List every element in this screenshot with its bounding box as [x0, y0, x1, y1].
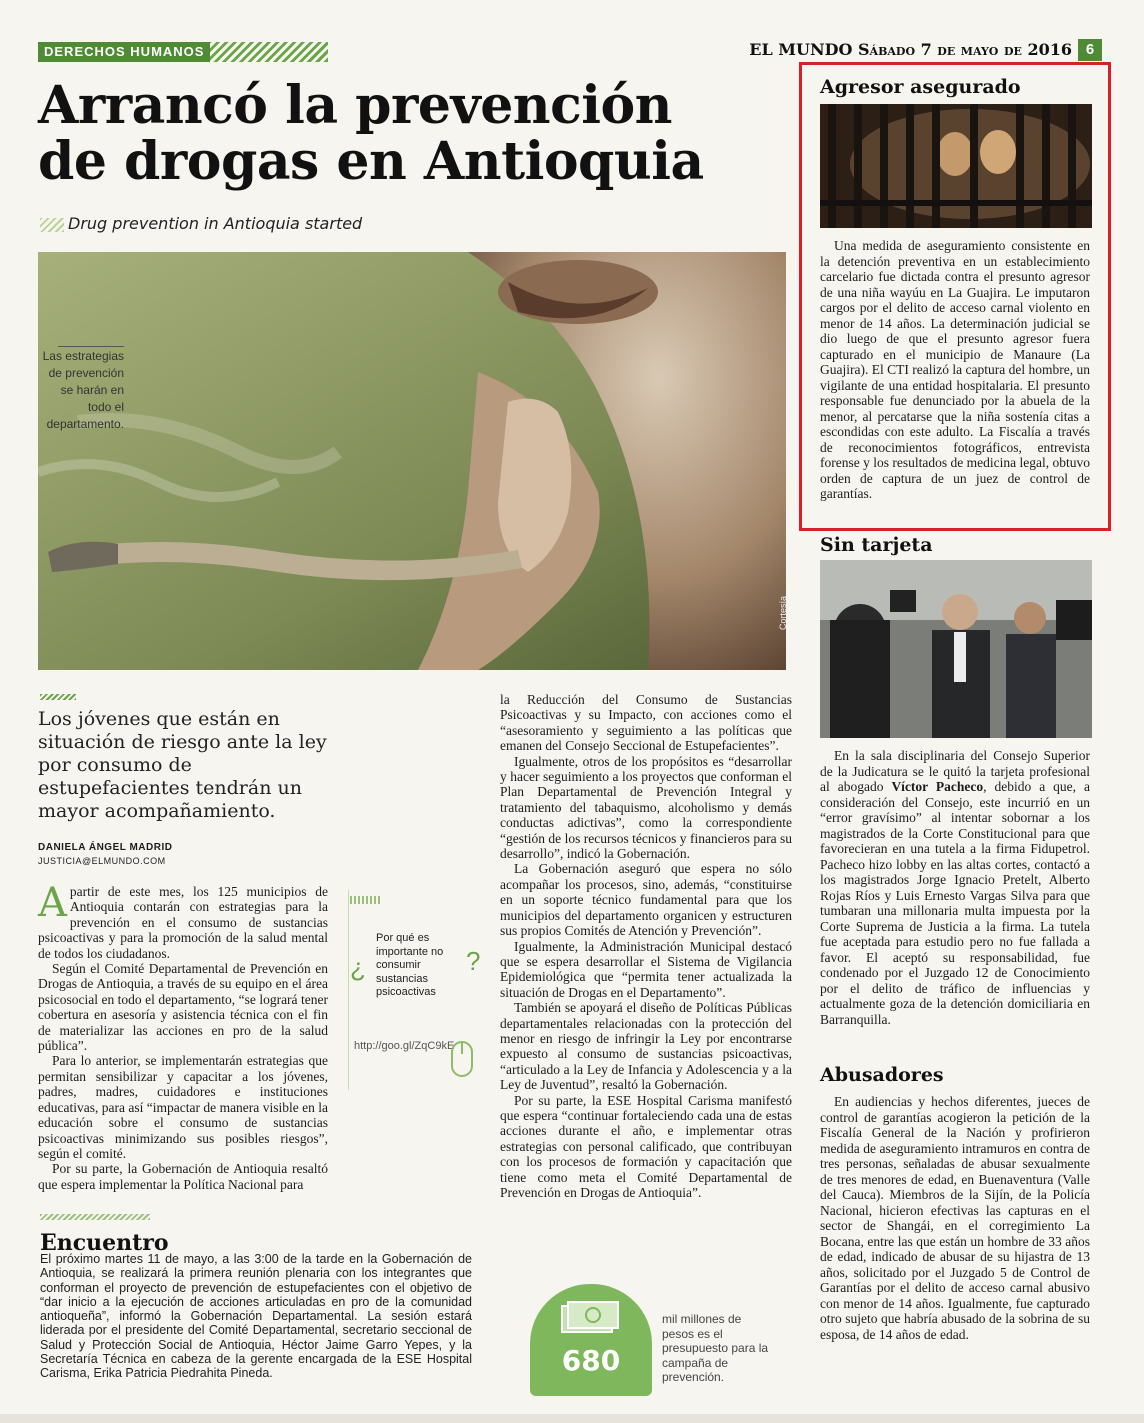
- headline-line-2: de drogas en Antioquia: [38, 131, 704, 192]
- budget-number: 680: [561, 1344, 621, 1377]
- headline: [38, 75, 738, 192]
- press-photo: [820, 560, 1092, 738]
- lawyer-press-illustration: [820, 560, 1092, 738]
- budget-text: mil millones de pesos es el presupuesto para la campaña de prevención.: [662, 1312, 769, 1385]
- box3-body: [820, 1094, 1090, 1342]
- issue-date: Sábado 7 de mayo de 2016: [857, 40, 1072, 59]
- question-close-icon: ?: [466, 946, 481, 976]
- smoker-illustration: [38, 252, 786, 670]
- lawyer-name: Víctor Pacheco: [891, 779, 984, 794]
- headline-line-1: Arrancó la prevención: [38, 75, 672, 136]
- english-subhead: Drug prevention in Antioquia started: [68, 214, 363, 233]
- photo-caption: Las estrategias de prevención se harán en todo el departamento.: [42, 349, 124, 431]
- article-column-1: [38, 880, 328, 1192]
- paragraph: Apartir de este mes, los 125 municipios de Antioquia contarán con estrategias para la prevención en el consumo de sustancias psicoactivas y para la promoción de la salud mental de todos los ciudadanos.: [38, 880, 328, 961]
- paragraph: También se apoyará el diseño de Políticas Públicas departamentales relacionadas con la protección del menor en riesgo de infringir la Ley por encontrarse expuesto al consumo de sustancias psicoactivas, “articulado a la Ley de Infancia y Adolescencia y a la Ley de Juventud”, resaltó la Gobernación.: [500, 1000, 792, 1093]
- subhead-decoration: [40, 218, 64, 232]
- byline-email: JUSTICIA@ELMUNDO.COM: [38, 856, 166, 866]
- byline-author: DANIELA ÁNGEL MADRID: [38, 842, 173, 853]
- encuentro-title: Encuentro: [40, 1230, 169, 1256]
- box2-title: Sin tarjeta: [820, 534, 933, 556]
- page-number: 6: [1078, 39, 1102, 61]
- money-icon: [556, 1298, 626, 1340]
- sidebar-decoration: [350, 896, 380, 904]
- section-label: DERECHOS HUMANOS: [38, 42, 210, 62]
- paragraph: En audiencias y hechos diferentes, jueces de control de garantías acogieron la petición de la Fiscalía General de la Nación y profirieron medida de aseguramiento intramuros en contra de tres personas, señaladas de abusar sexualmente de tres menores de edad, en Buenaventura (Valle del Cauca). Miembros de la Sijín, de la Policía Nacional, hicieron efectivas las capturas en el sector de Shangái, en el corregimiento La Bocana, entre las que están un hombre de 33 años de edad, indicado de abusar de su hijastra de 13 años, solicitado por el Juzgado 5 de Control de Garantías por el delito de acceso carnal abusivo con menor de 14 años. Igualmente, fue capturado otro sujeto que habría abusado de la sobrina de su esposa, de 14 años de edad.: [820, 1094, 1090, 1342]
- jail-photo: [820, 104, 1092, 228]
- section-tag: [38, 42, 328, 62]
- box1-title: Agresor asegurado: [820, 76, 1021, 98]
- paragraph: Por su parte, la ESE Hospital Carisma manifestó que espera “continuar fortaleciendo cada una de estas acciones durante el año, e implementar otras estrategias con personal calificado, que contribuyan con los procesos de formación y capacitación que tiene como meta el Comité Departamental de Prevención en Drogas de Antioquia”.: [500, 1092, 792, 1200]
- sidebar-link[interactable]: http://goo.gl/ZqC9kE: [354, 1040, 455, 1052]
- encuentro-body: El próximo martes 11 de mayo, a las 3:00 de la tarde en la Gobernación de Antioquia, se realizará la primera reunión plenaria con los integrantes que conforman el proyecto de prevención de estupefacientes con el objetivo de “dar inicio a la ejecución de acciones articuladas en pro de la comunidad antioqueña”, informó la Gobernación Departamental. La sesión estará liderada por el presidente del Comité Departamental, secretario seccional de Salud y Protección Social de Antioquia, Héctor Jaime Garro Yepes, y la Secretaría Técnica en cabeza de la gerente encargada de la ESE Hospital Carisma, Erika Patricia Piedrahita Pineda.: [40, 1252, 472, 1381]
- mouse-icon: [450, 1040, 474, 1080]
- box1-body: [820, 238, 1090, 502]
- newspaper-name: EL MUNDO: [749, 40, 853, 59]
- paragraph: Según el Comité Departamental de Prevención en Drogas de Antioquia, a través de su equipo en el área psicosocial en todo el departamento, “se logrará tener cobertura en asesoría y asistencia técnica con el fin de materializar las acciones en pro de la salud pública”.: [38, 961, 328, 1054]
- lead-paragraph: Los jóvenes que están en situación de riesgo ante la ley por consumo de estupefacientes tendrán un mayor acompañamiento.: [38, 708, 327, 822]
- paragraph: En la sala disciplinaria del Consejo Superior de la Judicatura se le quitó la tarjeta profesional al abogado Víctor Pacheco, debido a que, a consideración del Consejo, este incurrió en un “error gravísimo” al intentar sobornar a los magistrados de la Corte Constitucional para que favorecieran en una tutela a la firma Fidupetrol. Pacheco hizo lobby en las altas cortes, contactó a los magistrados Jorge Ignacio Pretelt, Alberto Rojas Ríos y Luis Ernesto Vargas Silva para que tumbaran una millonaria multa impuesta por la Corte Suprema de Justicia a la firma. La tutela fue aceptada para estudio pero no fue fallada a favor. El aceptó su responsabilidad, fue condenado por el Juzgado 12 de Conocimiento por el delito de tráfico de influencias y actualmente goza de la detención domiciliaria en Barranquilla.: [820, 748, 1091, 1027]
- paragraph: Igualmente, otros de los propósitos es “desarrollar y hacer seguimiento a los proyectos que conforman el Plan Departamental de Prevención Integral y tratamiento del tabaquismo, alcoholismo y demás conductas adictivas”, como la correspondiente “gestión de los recursos técnicos y financieros para su desarrollo”, indicó la Gobernación.: [500, 753, 792, 862]
- paragraph: La Gobernación aseguró que espera no sólo acompañar los procesos, sino, además, “constituirse en un soporte técnico fundamental para que los municipios del departamento organicen y estructuren sus propios Comités de Atención y Prevención”.: [500, 861, 792, 939]
- box3-title: Abusadores: [820, 1064, 944, 1086]
- paragraph: Igualmente, la Administración Municipal destacó que se espera desarrollar el Sistema de Vigilancia Epidemiológica que “permita tener actualizada la situación de Drogas en el Departamento”.: [500, 938, 792, 1000]
- main-photo: [38, 252, 786, 670]
- jail-bars-illustration: [820, 104, 1092, 228]
- paragraph: Por su parte, la Gobernación de Antioquia resaltó que espera implementar la Política Nacional para: [38, 1161, 328, 1192]
- lead-decoration: [40, 694, 76, 700]
- drop-cap: A: [38, 880, 67, 926]
- photo-credit: Cortesía: [778, 595, 788, 630]
- article-column-3: [500, 692, 792, 1200]
- page-bottom-edge: [0, 1414, 1144, 1423]
- caption-rule: [58, 346, 124, 347]
- encuentro-decoration: [40, 1214, 150, 1220]
- box2-body: [820, 748, 1090, 1027]
- paragraph: Para lo anterior, se implementarán estrategias que permitan sensibilizar y capacitar a los jóvenes, padres, madres, cuidadores e instituciones educativas, para así “impactar de manera visible en la educación sobre el consumo de sustancias psicoactivas minimizando sus posibles riesgos”, según el comité.: [38, 1053, 328, 1161]
- paragraph: la Reducción del Consumo de Sustancias Psicoactivas y su Impacto, con acciones como el “asesoramiento y seguimiento a las políticas que emanen del Consejo Seccional de Estupefacientes”.: [500, 692, 792, 754]
- sidebar-question: Por qué es importante no consumir sustancias psicoactivas: [376, 932, 444, 998]
- masthead: [749, 40, 1072, 59]
- question-open-icon: ¿: [350, 952, 366, 982]
- paragraph: Una medida de aseguramiento consistente en la detención preventiva en un establecimiento carcelario fue dictada contra el presunto agresor de una niña wayúu en La Guajira. Le imputaron cargos por el delito de acceso carnal violento en menor de 14 años. La determinación judicial se dio luego de que el presunto agresor fuera capturado en el municipio de Manaure (La Guajira). El CTI realizó la captura del hombre, un vigilante de una entidad hospitalaria. El presunto responsable fue denunciado por la abuela de la menor, al percatarse que la niña sostenía citas a escondidas con este adulto. La Fiscalía a través de reconocimientos fotográficos, entrevista forense y los resultados de medicina legal, obtuvo orden de captura de un juez de control de garantías.: [820, 238, 1090, 501]
